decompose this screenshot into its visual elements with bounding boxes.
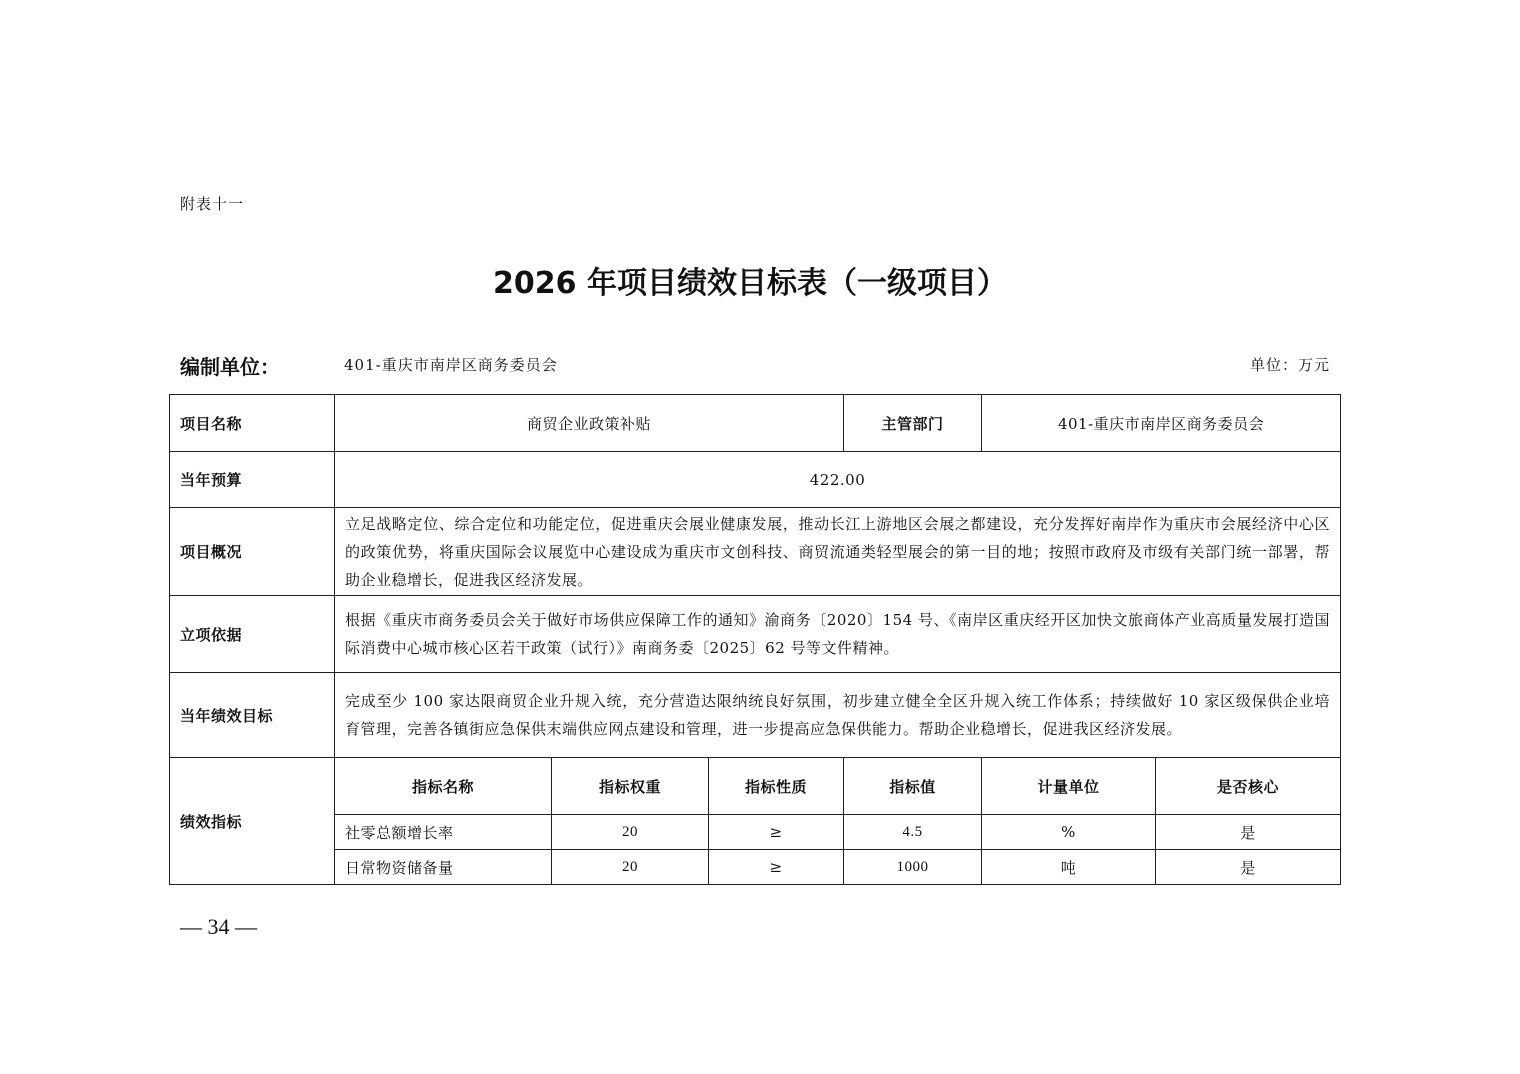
org-label: 编制单位： [180,355,280,379]
table-row [170,815,1341,850]
overview-label: 项目概况 [170,508,335,596]
budget-label: 当年预算 [170,452,335,508]
attachment-label: 附表十一 [180,195,245,213]
basis-label: 立项依据 [170,596,335,673]
dept-value: 401-重庆市南岸区商务委员会 [982,395,1341,452]
indicator-header-row [170,758,1341,815]
header-indicator-nature: 指标性质 [709,758,844,815]
table-row [170,850,1341,885]
performance-table [169,394,1341,885]
indicator-nature: ≥ [709,850,844,885]
header-indicator-value: 指标值 [844,758,982,815]
project-name-value: 商贸企业政策补贴 [335,395,844,452]
row-project-name [170,395,1341,452]
indicator-core: 是 [1156,850,1341,885]
overview-value: 立足战略定位、综合定位和功能定位，促进重庆会展业健康发展，推动长江上游地区会展之都建设，充分发挥好南岸作为重庆市会展经济中心区的政策优势，将重庆国际会议展览中心建设成为重庆市文创科技、商贸流通类轻型展会的第一目的地；按照市政府及市级有关部门统一部署，帮助企业稳增长，促进我区经济发展。 [335,508,1341,596]
row-goal [170,673,1341,758]
indicator-unit: 吨 [982,850,1156,885]
project-name-label: 项目名称 [170,395,335,452]
header-indicator-core: 是否核心 [1156,758,1341,815]
org-value: 401-重庆市南岸区商务委员会 [344,356,558,374]
indicator-unit: % [982,815,1156,850]
indicator-value: 1000 [844,850,982,885]
page-number: — 34 — [180,914,257,939]
header-indicator-weight: 指标权重 [552,758,709,815]
indicator-label: 绩效指标 [170,758,335,885]
goal-value: 完成至少 100 家达限商贸企业升规入统，充分营造达限纳统良好氛围，初步建立健全全区升规入统工作体系；持续做好 10 家区级保供企业培育管理，完善各镇街应急保供末端供应网点建设和管理，进一步提高应急保供能力。帮助企业稳增长，促进我区经济发展。 [335,673,1341,758]
dept-label: 主管部门 [844,395,982,452]
unit-label: 单位：万元 [1249,356,1330,374]
header-indicator-name: 指标名称 [335,758,552,815]
goal-label: 当年绩效目标 [170,673,335,758]
indicator-weight: 20 [552,850,709,885]
indicator-name: 社零总额增长率 [335,815,552,850]
row-budget [170,452,1341,508]
row-overview [170,508,1341,596]
indicator-weight: 20 [552,815,709,850]
indicator-nature: ≥ [709,815,844,850]
budget-value: 422.00 [335,452,1341,508]
indicator-name: 日常物资储备量 [335,850,552,885]
page-title: 2026 年项目绩效目标表（一级项目） [493,266,1007,301]
basis-value: 根据《重庆市商务委员会关于做好市场供应保障工作的通知》渝商务〔2020〕154 号、《南岸区重庆经开区加快文旅商体产业高质量发展打造国际消费中心城市核心区若干政策（试行）》南商务委〔2025〕62 号等文件精神。 [335,596,1341,673]
row-basis [170,596,1341,673]
header-indicator-unit: 计量单位 [982,758,1156,815]
indicator-value: 4.5 [844,815,982,850]
indicator-core: 是 [1156,815,1341,850]
